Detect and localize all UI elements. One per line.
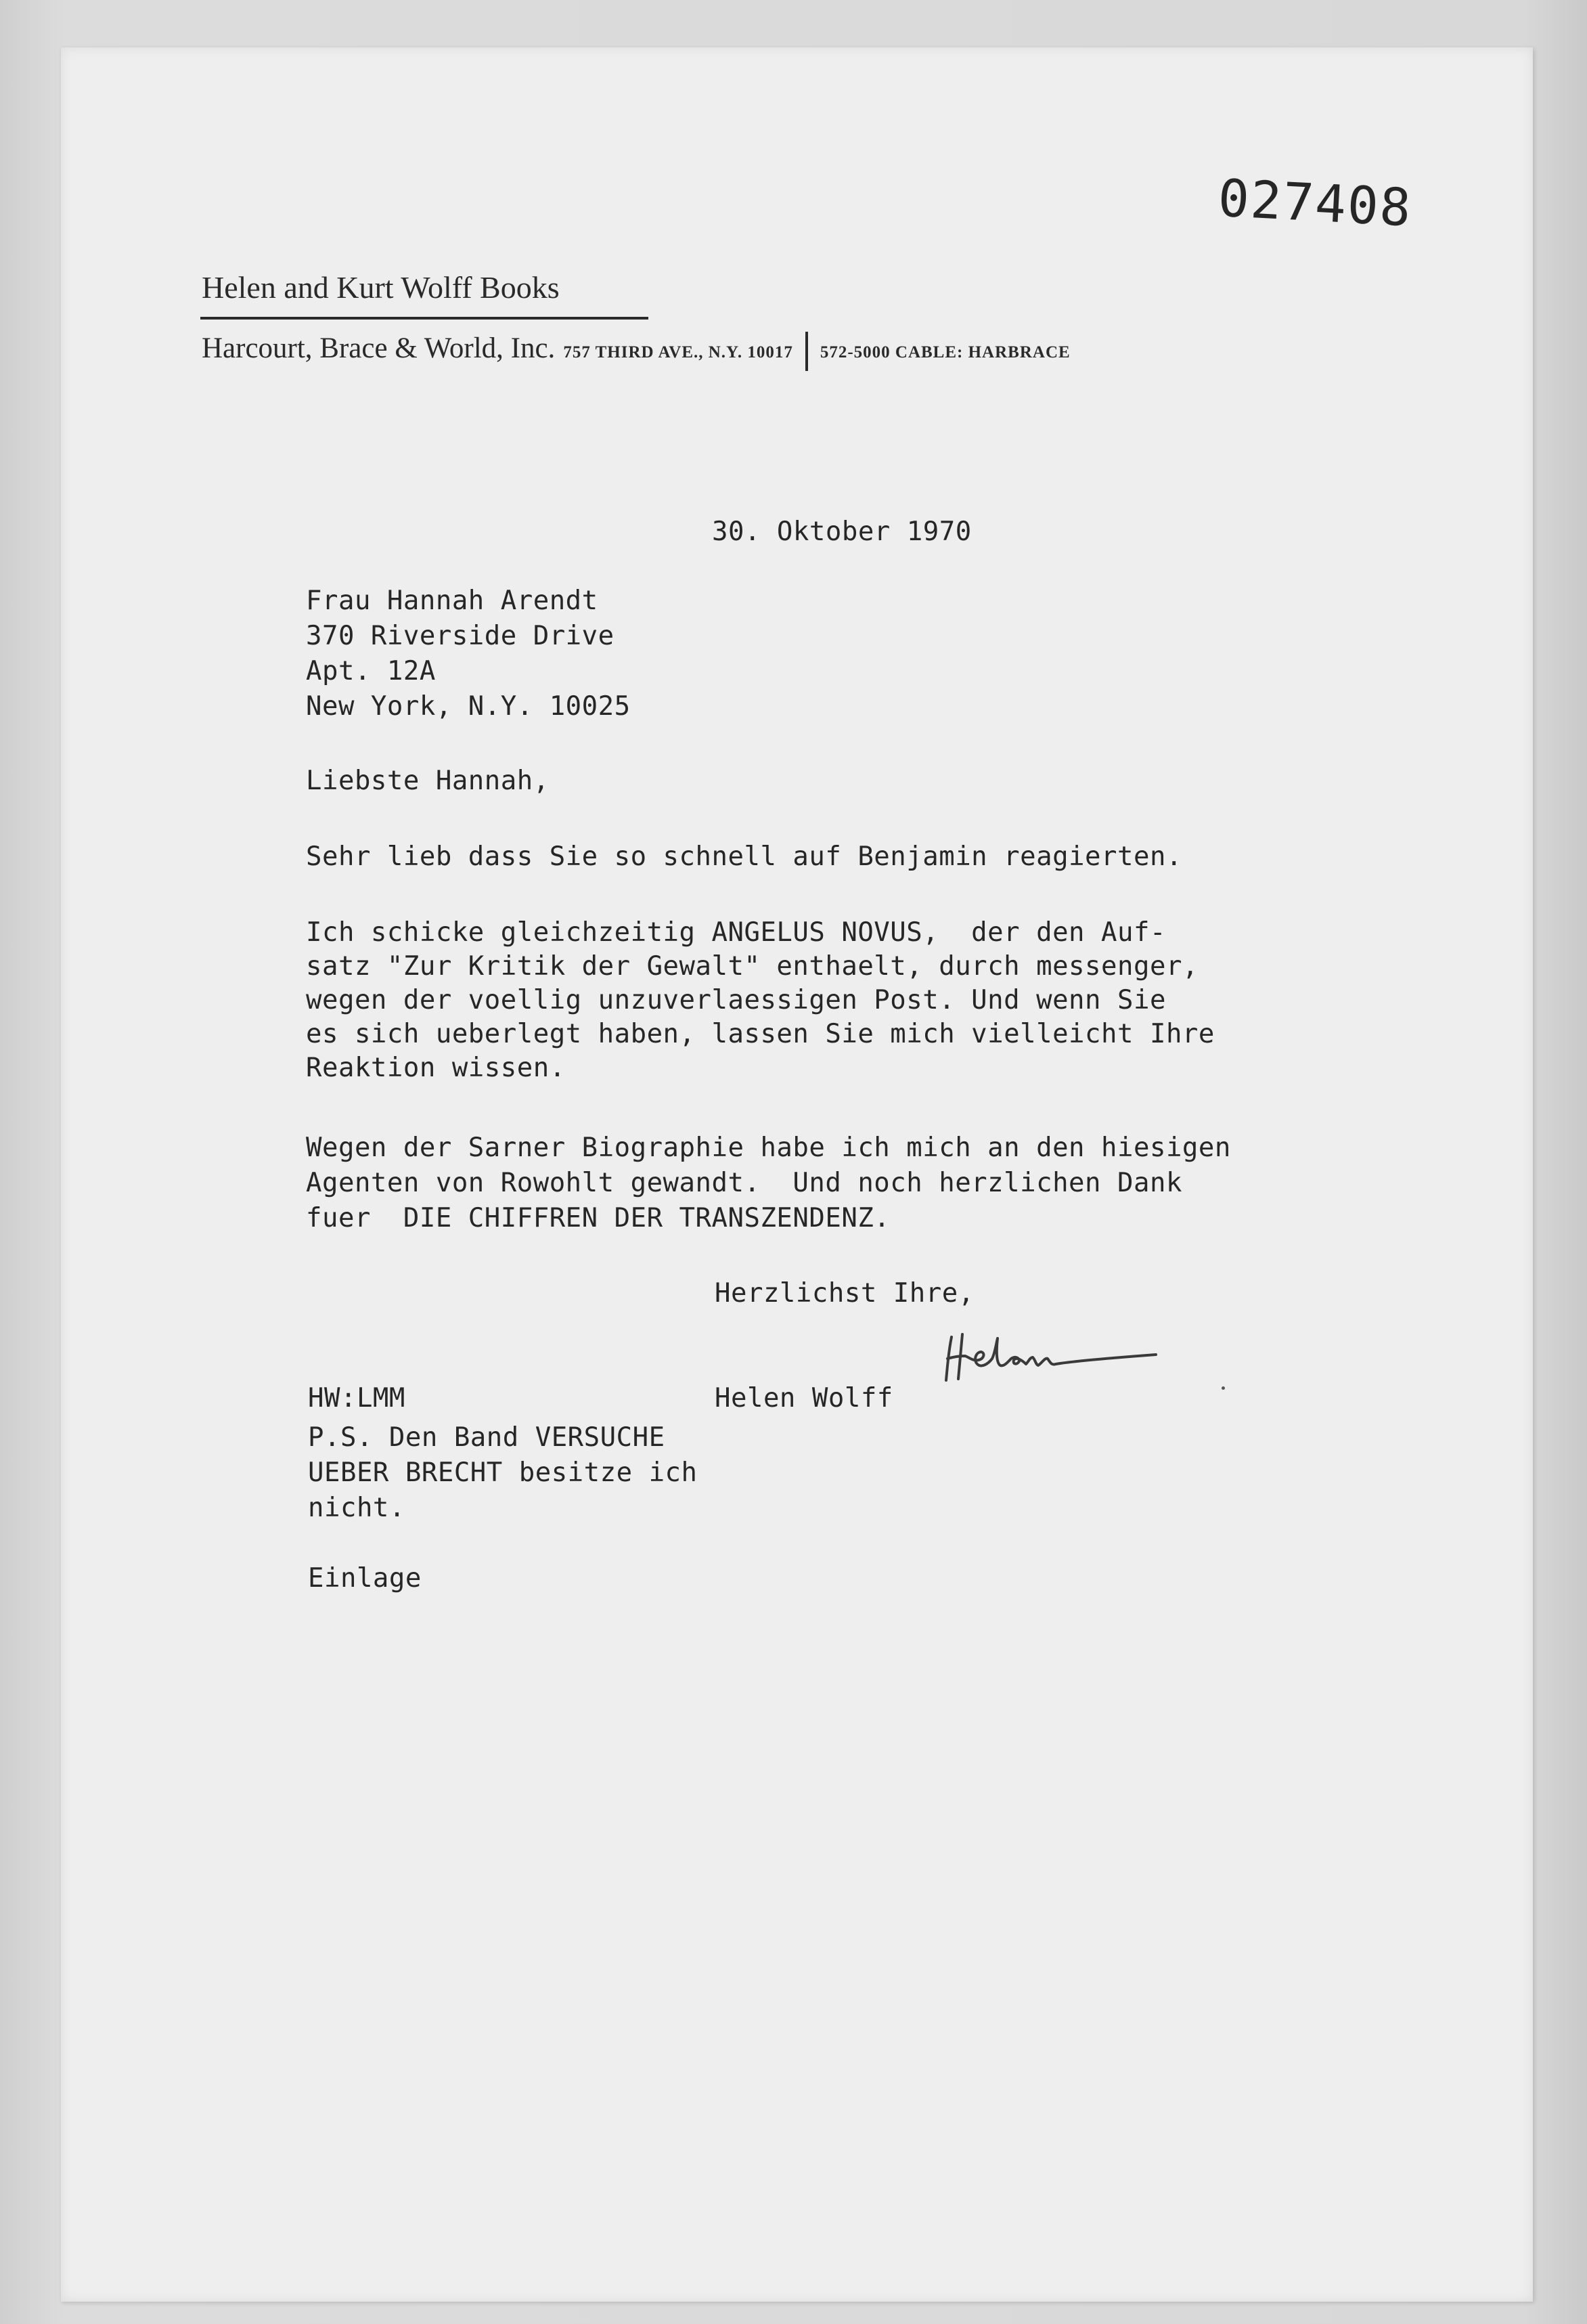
recipient-line: 370 Riverside Drive <box>306 621 614 651</box>
salutation: Liebste Hannah, <box>306 766 550 796</box>
ink-speck <box>1222 1386 1225 1390</box>
paragraph-line: es sich ueberlegt haben, lassen Sie mich vielleicht Ihre <box>306 1019 1215 1049</box>
handwritten-signature <box>939 1323 1163 1394</box>
letterhead-company: Harcourt, Brace & World, Inc. <box>202 332 556 364</box>
paragraph-line: fuer DIE CHIFFREN DER TRANSZENDENZ. <box>306 1203 891 1233</box>
letterhead-street-address: 757 THIRD AVE., N.Y. 10017 <box>563 343 793 361</box>
letterhead-imprint: Helen and Kurt Wolff Books <box>202 270 560 305</box>
paragraph-line: wegen der voellig unzuverlaessigen Post. Und wenn Sie <box>306 985 1166 1015</box>
postscript-line: nicht. <box>308 1493 405 1523</box>
signature-helen-image <box>939 1323 1163 1391</box>
paragraph-line: Agenten von Rowohlt gewandt. Und noch herzlichen Dank <box>306 1168 1182 1198</box>
closing: Herzlichst Ihre, <box>715 1278 975 1309</box>
postscript-line: UEBER BRECHT besitze ich <box>308 1457 698 1488</box>
document-number-stamp: 027408 <box>1216 167 1414 238</box>
recipient-line: Frau Hannah Arendt <box>306 586 598 616</box>
enclosure-note: Einlage <box>308 1563 422 1594</box>
letterhead-divider <box>805 332 808 371</box>
paragraph-1-line: Sehr lieb dass Sie so schnell auf Benjamin reagierten. <box>306 841 1182 872</box>
typed-signature-name: Helen Wolff <box>715 1383 893 1413</box>
paragraph-line: Wegen der Sarner Biographie habe ich mich an den hiesigen <box>306 1133 1231 1163</box>
recipient-line: Apt. 12A <box>306 656 436 686</box>
paragraph-line: Ich schicke gleichzeitig ANGELUS NOVUS, der den Auf- <box>306 917 1166 948</box>
letter-date: 30. Oktober 1970 <box>712 517 972 547</box>
postscript-line: P.S. Den Band VERSUCHE <box>308 1422 665 1453</box>
reference-initials: HW:LMM <box>308 1383 405 1413</box>
recipient-line: New York, N.Y. 10025 <box>306 691 631 722</box>
paragraph-line: satz "Zur Kritik der Gewalt" enthaelt, durch messenger, <box>306 951 1199 982</box>
letterhead-rule <box>200 317 648 320</box>
letterhead-address-line <box>202 332 1071 371</box>
paragraph-line: Reaktion wissen. <box>306 1053 566 1083</box>
letterhead-phone-cable: 572-5000 CABLE: HARBRACE <box>820 343 1071 361</box>
